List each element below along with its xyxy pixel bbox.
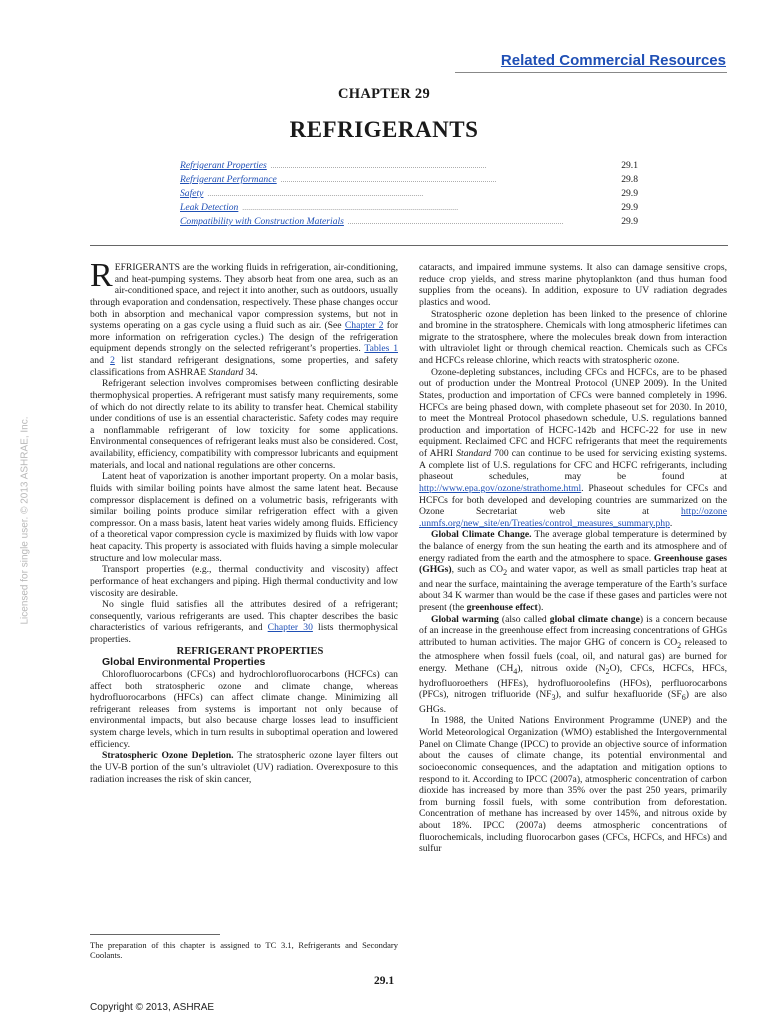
footnote-rule [90,934,220,935]
chapter-2-link[interactable]: Chapter 2 [344,320,384,332]
paragraph: Refrigerant selection involves compromises between conflicting desirable thermophysical properties. A refrigerant must satisfy many requirements, some of which do not directly relate to its ability to transfer heat. Chemical stability under conditions of use is an essential characteristic. Safety codes may require a nonflammable refrigerant of low toxicity for some applications. Environmental consequences of refrigerant leaks must also be considered. Cost, availability, efficiency, compatibility with compressor lubricants and equipment materials, and local and national regulations are other concerns. [90,378,398,471]
paragraph: Stratospheric Ozone Depletion. The stratospheric ozone layer filters out the UV-B portion of the sun’s ultraviolet (UV) radiation. Overexposure to this radiation increases the risk of skin cancer, [90,750,399,785]
intro-paragraph: REFRIGERANTS are the working fluids in refrigeration, air-conditioning, and heat-pumping systems. They absorb heat from one area, such as an air-conditioned space, and reject it into another, such as outdoors, usually through evaporation and condensation, respectively. These phase changes occur both in absorption and mechanical vapor compression systems, but not in systems operating on a gas cycle using a fluid such as air. (See Chapter 2 for more information on refrigeration cycles.) The design of the refrigeration equipment depends strongly on the selected refrigerant’s properties. Tables 1 and 2 list standard refrigerant designations, some properties, and safety classifications from ASHRAE Standard 34. [90,257,399,378]
toc-link[interactable]: Safety [180,188,204,199]
paragraph: No single fluid satisfies all the attributes desired of a refrigerant; consequently, various refrigerants are used. This chapter describes the basic characteristics of various refrigerants, and Chapter 30 lists thermophysical properties. [90,599,398,645]
toc-link[interactable]: Leak Detection [180,202,239,213]
footnote: The preparation of this chapter is assigned to TC 3.1, Refrigerants and Secondary Coolants. [90,940,398,961]
toc-page-number: 29.9 [621,188,638,199]
paragraph: In 1988, the United Nations Environment Programme (UNEP) and the World Meteorological Organization (WMO) established the Intergovernmental Panel on Climate Change (IPCC) to provide an objective source of information about the causes of climate change, its potential environmental and socioeconomic consequences, and the adaptation and mitigation options to respond to it. According to IPCC (2007a), atmospheric concentration of carbon dioxide has increased by more than 35% over the past 250 years, primarily from burning fossil fuels, with some contribution from deforestation. Concentration of methane has increased by over 145%, and nitrous oxide by about 18%. IPCC (2007a) deems atmospheric concentrations of fluorochemicals, including fluorocarbon gases (CFCs, HCFCs, and HFCs) and sulfur [419,715,727,855]
paragraph: Ozone-depleting substances, including CFCs and HCFCs, are to be phased out of production under the Montreal Protocol (UNEP 2009). In the United States, production and importation of CFCs were banned completely in 1996. HCFCs are being phased down, with complete phaseout set for 2030. In 2010, to meet the Montreal Protocol phasedown schedule, U.S. regulations banned production and importation of HCFC-142b and HCFC-22 for use in new equipment. Reclaimed CFC and HCFC refrigerants that meet the requirements of AHRI Standard 700 can continue to be used for servicing existing systems. A complete list of U.S. regulations for CFC and HCFC refrigerants, including phaseout schedules, may be found at http://www.epa.gov/ozone/strathome.html. Phaseout schedules for CFCs and HCFCs for both developed and developing countries are summarized on the Ozone Secretariat web site at http://ozone .unmfs.org/new_site/en/Treaties/control_measures_summary.php. [419,366,728,529]
paragraph: Global warming (also called global climate change) is a concern because of an increase in the greenhouse effect from increasing concentrations of GHGs attributed to human activities. The major GHG of concern is $CO_2$ released to the atmosphere when fossil fuels (coal, oil, and natural gas) are burned for energy. Methane $(CH_4)$, nitrous oxide $(N_2O)$, CFCs, HCFCs, HFCs, hydrofluoroethers (HFEs), hydrofluoroolefins (HFOs), perfluorocarbons (PFCs), nitrogen trifluoride $(NF_3)$, and sulfur hexafluoride $(SF_6)$ are also GHGs. [419,613,728,715]
epa-url-link[interactable]: http://www.epa.gov/ozone/strathome.html [419,482,582,494]
section-heading: REFRIGERANT PROPERTIES [176,645,324,657]
drop-cap: R [90,257,113,294]
toc-link[interactable]: Refrigerant Performance [180,174,277,185]
left-column [90,257,399,785]
ozone-secretariat-link[interactable]: http://ozone .unmfs.org/new_site/en/Treaties/control_measures_summary.php [419,506,728,529]
license-watermark: Licensed for single user. © 2013 ASHRAE, Inc. [19,416,31,625]
copyright-notice: Copyright © 2013, ASHRAE [90,1002,215,1013]
right-column [419,262,727,855]
paragraph: Chlorofluorocarbons (CFCs) and hydrochlorofluorocarbons (HCFCs) can affect both stratospheric ozone and climate change, whereas hydrofluorocarbons (HFCs) can affect climate change. Minimizing all refrigerant releases from systems is important not only because of environmental impacts, but also because charge losses lead to insufficient system charge levels, which in turn results in suboptimal operation and lowered efficiency. [90,668,398,750]
toc-row[interactable] [180,174,638,188]
header-rule [455,72,727,73]
toc-row[interactable] [180,188,638,202]
toc-page-number: 29.1 [621,160,638,171]
toc-row[interactable] [180,216,638,230]
toc-link[interactable]: Refrigerant Properties [180,160,267,171]
related-resources-link[interactable]: Related Commercial Resources [500,52,726,69]
table-2-link[interactable]: 2 [110,355,115,366]
page-number: 29.1 [373,975,395,987]
toc-page-number: 29.8 [621,174,638,185]
paragraph: cataracts, and impaired immune systems. It also can damage sensitive crops, reduce crop yields, and stress marine phytoplankton (and thus human food supplies from the oceans). In addition, exposure to UV radiation degrades plastics and wood. [419,262,727,308]
toc-leader [281,174,606,185]
chapter-number: CHAPTER 29 [337,86,431,102]
chapter-title: REFRIGERANTS [289,117,479,142]
paragraph: Stratospheric ozone depletion has been linked to the presence of chlorine and bromine in the stratosphere. Chemicals with long atmospheric lifetimes can migrate to the stratosphere, where the molecules break down from interaction with ultraviolet light or through chemical reaction. Chemicals such as CFCs and HCFCs release chlorine, which reacts with stratospheric ozone. [419,308,727,366]
chapter-30-link[interactable]: Chapter 30 [267,622,313,634]
toc-leader [348,216,606,227]
table-of-contents [180,160,638,230]
paragraph: Global Climate Change. The average global temperature is determined by the balance of energy from the sun heating the earth and its atmosphere and of energy radiated from the earth and the atmosphere to space. Greenhouse gases (GHGs), such as $CO_2$ and water vapor, as well as small particles trap heat at and near the surface, maintaining the average temperature of the Earth’s surface about 34 K warmer than would be the case if these gases and particles were not present (the greenhouse effect). [419,529,728,614]
section-rule [90,245,728,246]
run-in-heading: Stratospheric Ozone Depletion. [102,750,234,762]
toc-row[interactable] [180,160,638,174]
toc-page-number: 29.9 [621,202,638,213]
subsection-heading: Global Environmental Properties [102,656,266,669]
run-in-heading: Global Climate Change. [431,529,532,541]
paragraph: Latent heat of vaporization is another important property. On a molar basis, fluids with similar boiling points have almost the same latent heat. Because compressor displacement is defined on a volumetric basis, refrigerants with similar boiling points produce similar refrigeration effect with a given compressor. On a mass basis, latent heat varies widely among fluids. Efficiency of a theoretical vapor compression cycle is maximized by fluids with low vapor heat capacity. This property is associated with fluids having a simple molecular structure and low molecular mass. [90,471,398,564]
run-in-heading: Global warming [431,613,499,625]
toc-row[interactable] [180,202,638,216]
toc-leader [207,188,606,199]
paragraph: Transport properties (e.g., thermal conductivity and viscosity) affect performance of heat exchangers and piping. High thermal conductivity and low viscosity are desirable. [90,564,398,599]
toc-link[interactable]: Compatibility with Construction Materials [180,216,344,227]
toc-leader [242,202,606,213]
toc-page-number: 29.9 [621,216,638,227]
tables-1-link[interactable]: Tables 1 [364,343,399,355]
toc-leader [271,160,606,171]
